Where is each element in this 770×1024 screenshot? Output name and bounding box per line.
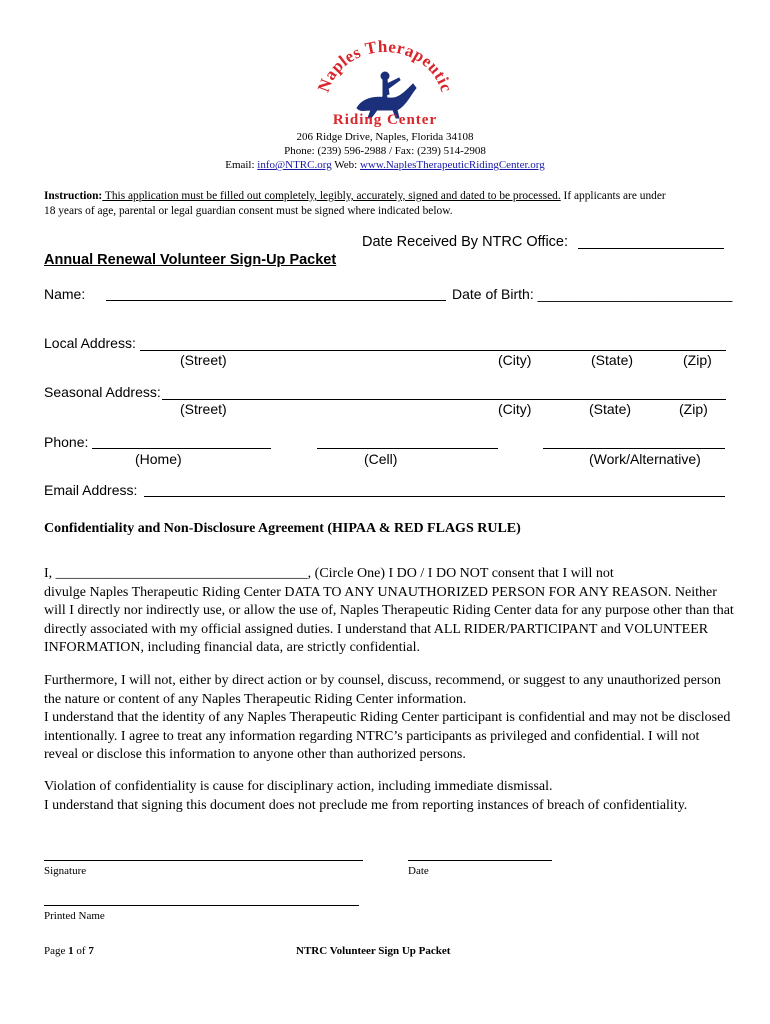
instruction-rest: If applicants are under <box>560 190 666 202</box>
agreement-heading: Confidentiality and Non-Disclosure Agreement (HIPAA & RED FLAGS RULE) <box>44 521 521 536</box>
name-field[interactable] <box>106 300 446 301</box>
seasonal-address-field[interactable] <box>162 399 726 400</box>
printed-name-field[interactable] <box>44 905 359 906</box>
contact-address: 206 Ridge Drive, Naples, Florida 34108 <box>296 131 474 143</box>
signature-label: Signature <box>44 865 87 877</box>
page-title: Annual Renewal Volunteer Sign-Up Packet <box>44 252 337 268</box>
phone-work-caption: (Work/Alternative) <box>589 451 701 467</box>
dob-label[interactable]: Date of Birth: _________________________ <box>452 286 733 302</box>
web-label: Web: <box>331 159 360 171</box>
phone-cell-field[interactable] <box>317 448 498 449</box>
date-field[interactable] <box>408 860 552 861</box>
instruction-label: Instruction: <box>44 190 103 202</box>
date-label: Date <box>408 865 429 877</box>
agreement-paragraph-1: divulge Naples Therapeutic Riding Center DATA TO ANY UNAUTHORIZED PERSON FOR ANY REASON. Neither will I directly nor indirectly use, or allow the use of, Naples Therapeutic Riding Center data for any purpose other than that directly associated with my official assigned duties. I understand that ALL RIDER/PARTICIPANT and VOLUNTEER INFORMATION, including financial data, are strictly confidential. <box>44 584 734 655</box>
local-zip-caption: (Zip) <box>683 352 712 368</box>
agreement-paragraph-4: Violation of confidentiality is cause for disciplinary action, including immediate dismissal. <box>44 779 553 794</box>
footer-title: NTRC Volunteer Sign Up Packet <box>296 945 451 957</box>
logo-arc-text: Naples Therapeutic <box>313 38 457 95</box>
seasonal-street-caption: (Street) <box>180 401 227 417</box>
page-of: of <box>73 945 89 957</box>
date-received-field[interactable] <box>578 248 724 249</box>
seasonal-address-label: Seasonal Address: <box>44 384 161 400</box>
web-link[interactable]: www.NaplesTherapeuticRidingCenter.org <box>359 159 545 171</box>
page-total: 7 <box>88 945 94 957</box>
email-link[interactable]: info@NTRC.org <box>257 159 332 171</box>
phone-work-field[interactable] <box>543 448 725 449</box>
page-prefix: Page <box>44 945 69 957</box>
local-street-caption: (Street) <box>180 352 227 368</box>
email-address-label: Email Address: <box>44 482 138 498</box>
page-number <box>44 945 94 957</box>
agreement-paragraph-2: Furthermore, I will not, either by direct action or by counsel, discuss, recommend, or suggest to any unauthorized person the nature or content of any Naples Therapeutic Riding Center information. <box>44 673 721 707</box>
phone-label: Phone: <box>44 434 89 450</box>
date-received-label: Date Received By NTRC Office: <box>362 234 569 250</box>
local-address-field[interactable] <box>140 350 726 351</box>
local-state-caption: (State) <box>591 352 634 368</box>
printed-name-label: Printed Name <box>44 910 105 922</box>
instruction-line2: 18 years of age, parental or legal guardian consent must be signed where indicated below. <box>44 205 453 217</box>
logo-name: Riding Center <box>332 112 438 128</box>
agreement-paragraph-5: I understand that signing this document does not preclude me from reporting instances of breach of confidentiality. <box>44 797 688 813</box>
seasonal-city-caption: (City) <box>498 401 532 417</box>
contact-email-web <box>0 159 770 171</box>
seasonal-state-caption: (State) <box>589 401 632 417</box>
local-city-caption: (City) <box>498 352 532 368</box>
page-current: 1 <box>68 945 74 957</box>
contact-phone: Phone: (239) 596-2988 / Fax: (239) 514-2908 <box>284 145 486 157</box>
instruction-underlined: This application must be filled out completely, legibly, accurately, signed and dated to be processed. <box>102 190 561 202</box>
phone-home-caption: (Home) <box>135 451 182 467</box>
phone-cell-caption: (Cell) <box>364 451 398 467</box>
email-label: Email: <box>225 159 258 171</box>
local-address-label: Local Address: <box>44 335 136 351</box>
instruction-line1 <box>44 190 666 202</box>
signature-field[interactable] <box>44 860 363 861</box>
agreement-consent-line[interactable]: I, ____________________________________, (Circle One) I DO / I DO NOT consent that I will not <box>44 566 614 581</box>
agreement-paragraph-3: I understand that the identity of any Naples Therapeutic Riding Center participant is confidential and may not be disclosed intentionally. I agree to treat any information regarding NTRC’s participants as privileged and confidential. I will not reveal or disclose this information to anyone other than authorized persons. <box>44 710 731 762</box>
email-address-field[interactable] <box>144 496 725 497</box>
name-label: Name: <box>44 286 86 302</box>
seasonal-zip-caption: (Zip) <box>679 401 708 417</box>
phone-home-field[interactable] <box>92 448 271 449</box>
